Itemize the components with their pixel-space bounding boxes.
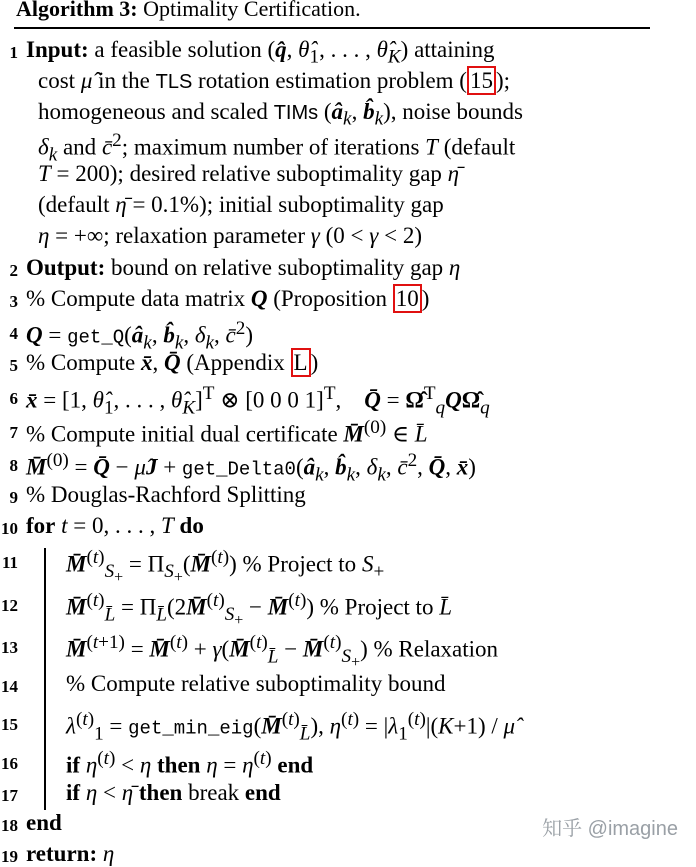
line-number: 7 xyxy=(9,423,18,442)
algorithm-line: if η < η̄ then break end xyxy=(66,780,281,805)
algorithm-line: $\delta_k$ and c̄$^2$; maximum number of iterations T (default xyxy=(38,130,516,166)
loop-indent-bar xyxy=(44,548,46,810)
algorithm-line: T = 200); desired relative suboptimality gap η̄ xyxy=(38,161,460,186)
line-number: 19 xyxy=(1,847,18,866)
algorithm-line: % Compute initial dual certificate M̄$^{(0)}$ ∈ L̄ xyxy=(26,417,428,447)
algorithm-line: % Compute data matrix Q (Proposition 10 ) xyxy=(26,286,430,311)
algorithm-line: cost μ̂ in the TLS rotation estimation problem ( 15 ); xyxy=(38,68,511,93)
algorithm-line: end xyxy=(26,810,62,835)
algorithm-title-label: Algorithm 3: xyxy=(16,0,138,21)
algorithm-line: M̄$^{(t)}_{S_+}$ = $\Pi_{S_+}(M̄^{(t)})$ % Project to $S_+$ xyxy=(66,547,385,587)
line-number: 11 xyxy=(1,553,18,572)
watermark: 知乎 @imagine xyxy=(542,818,678,840)
line-number: 3 xyxy=(9,292,18,311)
line-number: 1 xyxy=(9,43,18,62)
line-number: 9 xyxy=(9,488,18,507)
line-number: 15 xyxy=(1,715,18,734)
line-number: 17 xyxy=(1,786,18,805)
algorithm-line: M̄$^{(t)}_{L̄}$ = $\Pi_{L̄}(2M̄^{(t)}_{S_+}$ − M̄$^{(t)}$) % Project to L̄ xyxy=(66,590,452,630)
line-number: 5 xyxy=(9,356,18,375)
title-rule xyxy=(14,27,650,29)
line-number: 16 xyxy=(1,754,18,773)
cross-reference-link[interactable]: 10 xyxy=(393,284,422,313)
algorithm-line: (default η̄ = 0.1%); initial suboptimality gap xyxy=(38,192,444,217)
algorithm-line: M̄$^{(0)}$ = Q̄ − μ̂J + $get\_Delta0(â_k$, $b̂_k$, $\delta_k$, c̄$^2$, Q̄, x̄) xyxy=(26,450,476,486)
line-number: 12 xyxy=(1,596,18,615)
algorithm-line: % Douglas-Rachford Splitting xyxy=(26,482,306,507)
algorithm-title-text: Optimality Certification. xyxy=(143,0,361,21)
algorithm-line: Input: a feasible solution (q̂, $\thetâ_1$, . . . , $\thetâ_K$) attaining xyxy=(26,37,495,68)
line-number: 8 xyxy=(9,456,18,475)
algorithm-line: $\lambda^{(t)}_1$ = get_min_eig(M̄$^{(t)}_{L̄}$), $\eta^{(t)} = |\lambda_1^{(t)}|(K+1)$ / μ̂ xyxy=(66,709,516,745)
line-number: 10 xyxy=(1,519,18,538)
algorithm-line: M̄$^{(t+1)}$ = M̄$^{(t)}$ + γ(M̄$^{(t)}_{L̄}$ − M̄$^{(t)}_{S_+}$) % Relaxation xyxy=(66,632,499,672)
line-number: 18 xyxy=(1,816,18,835)
algorithm-line: % Compute x̄, Q̄ (Appendix L ) xyxy=(26,350,319,375)
algorithm-line: % Compute relative suboptimality bound xyxy=(66,671,446,696)
algorithm-line: Output: bound on relative suboptimality gap η xyxy=(26,255,461,280)
algorithm-line: return: η xyxy=(26,841,115,866)
line-number: 14 xyxy=(1,677,18,696)
line-number: 13 xyxy=(1,638,18,657)
algorithm-line: $Q = get\_Q(â_k$, $b̂_k$, $\delta_k$, c̄$^2$) xyxy=(26,318,254,354)
algorithm-line: homogeneous and scaled TIMs ($â_k$, $b̂_k$), noise bounds xyxy=(38,99,523,130)
algorithm-line: for t = 0, . . . , T do xyxy=(26,513,204,538)
line-number: 2 xyxy=(9,261,18,280)
algorithm-line: x̄ = [1, $\thetâ_1$, . . . , $\thetâ_K]^T$ ⊗ [0 0 0 1]$^T$, Q̄ = $\Omegâ^T_qQ\Omegâ_q$ xyxy=(26,383,490,419)
cross-reference-link[interactable]: L xyxy=(291,348,311,377)
algorithm-title xyxy=(16,0,361,22)
line-number: 6 xyxy=(9,389,18,408)
algorithm-line: if $\eta^{(t)} < \eta$ then $\eta = \eta^{(t)}$ end xyxy=(66,748,314,778)
line-number: 4 xyxy=(9,324,18,343)
cross-reference-link[interactable]: 15 xyxy=(467,66,496,95)
algorithm-line: η = +∞; relaxation parameter γ (0 < γ < 2) xyxy=(38,223,422,248)
